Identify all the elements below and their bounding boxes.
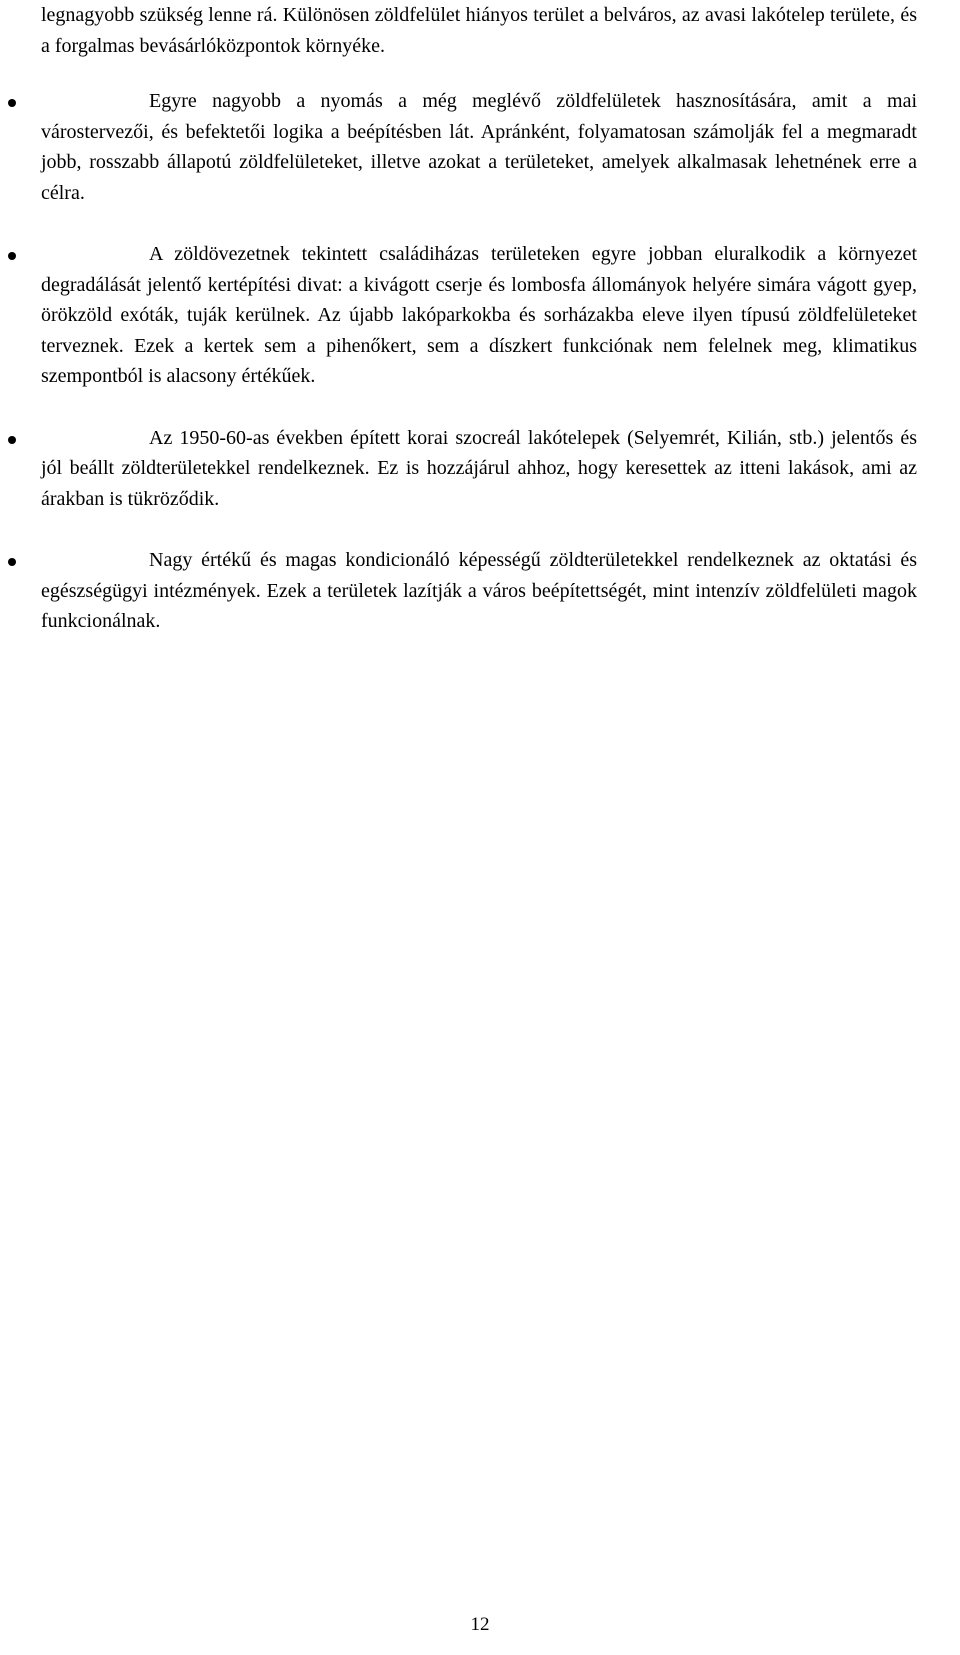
- page-number: 12: [470, 1614, 490, 1635]
- bullet-dot-icon: [8, 558, 16, 566]
- bullet-paragraph: Nagy értékű és magas kondicionáló képességű zöldterületekkel rendelkeznek az oktatási és egészségügyi intézmények. Ezek a területek lazítják a város beépítettségét, mint intenzív zöldfelületi magok funkcionálnak.: [41, 549, 917, 632]
- bullet-paragraph: Egyre nagyobb a nyomás a még meglévő zöldfelületek hasznosítására, amit a mai várostervezői, és befektetői logika a beépítésben lát. Apránként, folyamatosan számolják fel a megmaradt jobb, rosszabb állapotú zöldfelületeket, illetve azokat a területeket, amelyek alkalmasak lehetnének erre a célra.: [41, 90, 917, 204]
- bullet-dot-icon: [8, 436, 16, 444]
- bullet-dot-icon: [8, 252, 16, 260]
- bullet-item: [41, 423, 917, 515]
- continuation-paragraph: legnagyobb szükség lenne rá. Különösen zöldfelület hiányos terület a belváros, az avasi lakótelep területe, és a forgalmas bevásárlóközpontok környéke.: [41, 4, 917, 57]
- bullet-item: [41, 86, 917, 208]
- page-body: [41, 0, 917, 637]
- bullet-paragraph: Az 1950-60-as években épített korai szocreál lakótelepek (Selyemrét, Kilián, stb.) jelentős és jól beállt zöldterületekkel rendelkeznek. Ez is hozzájárul ahhoz, hogy keresettek az itteni lakások, ami az árakban is tükröződik.: [41, 426, 917, 510]
- bullet-item: [41, 545, 917, 637]
- bullet-dot-icon: [8, 99, 16, 107]
- bullet-item: [41, 239, 917, 392]
- bullet-paragraph: A zöldövezetnek tekintett családiházas területeken egyre jobban eluralkodik a környezet degradálását jelentő kertépítési divat: a kivágott cserje és lombosfa állományok helyére simára vágott gyep, örökzöld exóták, tuják kerülnek. Az újabb lakóparkokba és sorházakba eleve ilyen típusú zöldfelületeket terveznek. Ezek a kertek sem a pihenőkert, sem a díszkert funkciónak nem felelnek meg, klimatikus szempontból is alacsony értékűek.: [41, 243, 917, 387]
